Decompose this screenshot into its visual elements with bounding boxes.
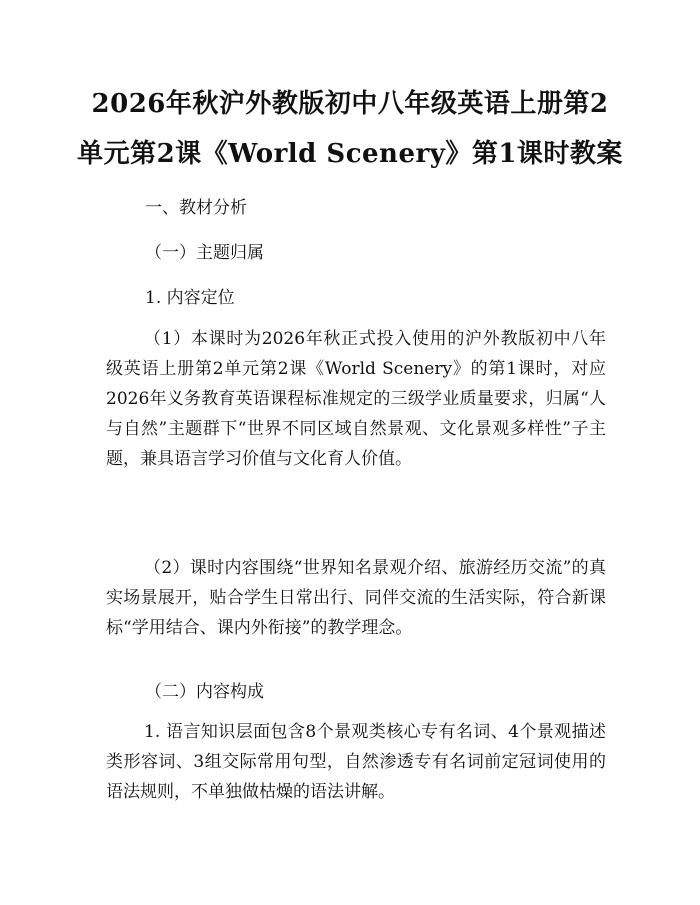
document-title-line-1: 2026年秋沪外教版初中八年级英语上册第2 xyxy=(91,89,609,119)
document-title-line-2: 单元第2课《World Scenery》第1课时教案 xyxy=(77,139,623,169)
subsection-heading-theme: （一）主题归属 xyxy=(145,243,264,263)
paragraph-content-positioning-1: （1）本课时为2026年秋正式投入使用的沪外教版初中八年级英语上册第2单元第2课《World Scenery》的第1课时，对应2026年义务教育英语课程标准规定的三级学业质量要求，归属“人与自然”主题群下“世界不同区域自然景观、文化景观多样性”子主题，兼具语言学习价值与文化育人价值。 xyxy=(106,329,606,469)
paragraph-content-positioning-2: （2）课时内容围绕“世界知名景观介绍、旅游经历交流”的真实场景展开，贴合学生日常出行、同伴交流的生活实际，符合新课标“学用结合、课内外衔接”的教学理念。 xyxy=(106,558,606,638)
paragraph-language-knowledge: 1. 语言知识层面包含8个景观类核心专有名词、4个景观描述类形容词、3组交际常用句型，自然渗透专有名词前定冠词使用的语法规则，不单独做枯燥的语法讲解。 xyxy=(106,722,606,802)
subsection-heading-content-composition: （二）内容构成 xyxy=(145,682,264,702)
item-heading-content-positioning: 1. 内容定位 xyxy=(145,288,235,308)
section-heading-textbook-analysis: 一、教材分析 xyxy=(145,198,247,218)
